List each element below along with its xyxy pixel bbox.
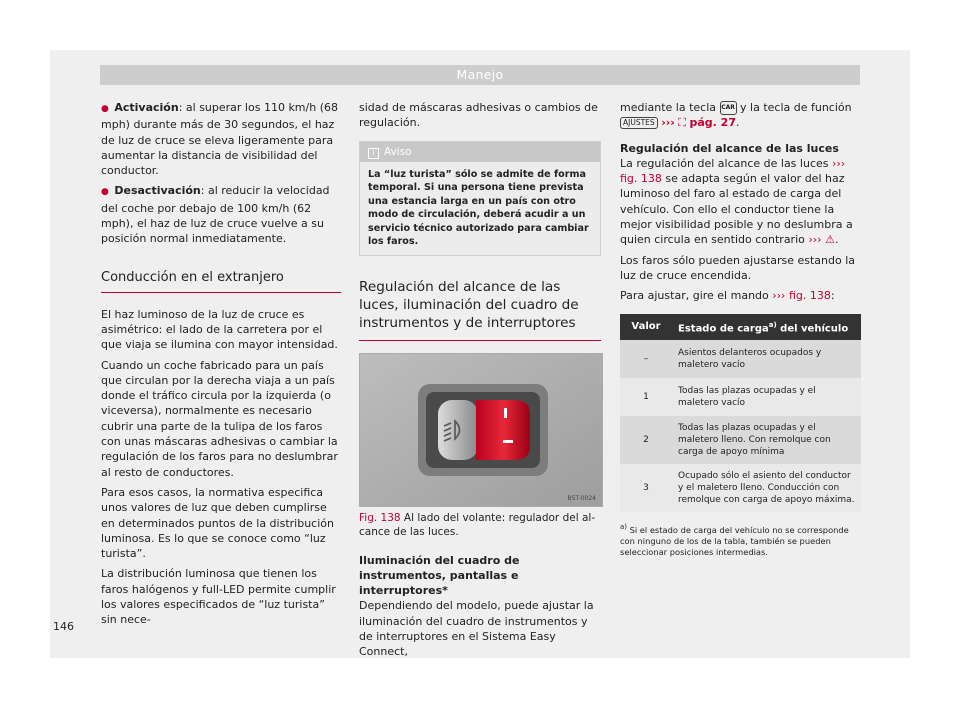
figure-ref-link[interactable]: fig. 138 [620,172,662,186]
aviso-title: Aviso [384,145,412,158]
paragraph: mediante la tecla CAR y la tecla de función AJUSTES ››› ⛶ pág. 27. [620,101,852,130]
bullet-desactivacion [101,183,341,246]
cell-desc: Asientos delanteros ocupados y maletero vacío [672,340,861,378]
light-regulator-illustration [360,354,602,506]
bullet-label: Desactivación [114,184,201,198]
table-row [620,416,861,464]
table-row [620,464,861,512]
table-row [620,378,861,416]
footnote-mark: a) [768,320,777,329]
header-text: del vehículo [776,322,849,334]
figure-label: Fig. 138 [359,511,401,524]
footnote-text: Si el estado de carga del vehículo no se corresponde con ninguno de los de la tabla, también se pueden seleccionar posiciones intermedias. [620,524,849,557]
footnote-mark: a) [620,522,627,531]
warning-icon: ⚠ [825,233,835,247]
page-ref-link[interactable]: pág. 27 [689,116,736,130]
text: se adapta según el valor del haz luminoso del faro al estado de carga del vehículo. Con ello el conductor tiene la mejor visibilidad posible y no deslumbra a quien circula en sentido contrario [620,172,853,247]
bullet-text: : al reducir la velocidad del coche por debajo de 100 km/h (62 mph), el haz de luz de cruce vuelve a su posición normal inmediatamente. [101,184,330,246]
load-state-table [620,314,861,512]
paragraph: La regulación del alcance de las luces ››› fig. 138 se adapta según el valor del haz luminoso del faro al estado de carga del vehículo. Con ello el conductor tiene la mejor visibilidad posible y no deslumbra a quien circula en sentido contrario ››› ⚠. [620,156,853,247]
cell-value: 3 [620,464,672,512]
paragraph: El haz luminoso de la luz de cruce es asimétrico: el lado de la carretera por el que viaja se ilumina con mayor intensidad. [101,307,338,352]
column-2 [359,100,601,665]
footnote [620,522,861,558]
subheading: Regulación del alcance de las luces [620,141,839,155]
arrows: ››› [808,233,822,247]
figure-code: B5T-0024 [567,494,596,502]
page-header: Manejo [100,65,860,85]
column-3 [620,100,861,558]
section-heading: Regulación del alcance de las luces, iluminación del cuadro de instrumentos y de interruptores [359,278,601,341]
arrows: ››› [661,116,675,130]
bullet-icon: ● [101,104,109,114]
bullet-text: : al superar los 110 km/h (68 mph) durante más de 30 segundos, el haz de luz de cruce se eleva ligeramente para aumentar la distancia de visibilidad del conductor. [101,101,338,178]
cell-desc: Ocupado sólo el asiento del conductor y el maletero lleno. Conducción con remolque con carga de apoyo máxima. [672,464,861,512]
ajustes-key: AJUSTES [620,117,658,129]
paragraph: Dependiendo del modelo, puede ajustar la iluminación del cuadro de instrumentos y de interruptores en el Sistema Easy Connect, [359,599,594,659]
aviso-header [360,142,600,162]
info-icon: i [368,148,379,159]
subheading: Iluminación del cuadro de instrumentos, pantallas e interruptores* [359,553,520,598]
column-header-valor: Valor [620,314,672,340]
paragraph: Para esos casos, la normativa especifica unos valores de luz que deben cumplirse en determinados puntos de la distribución luminosa. Es lo que se conoce como “luz turista”. [101,485,334,561]
column-header-estado [672,314,861,340]
figure-light-regulator [359,353,603,507]
cell-value: – [620,340,672,378]
aviso-text: La “luz turista” sólo se admite de forma temporal. Si una persona tiene prevista una estancia larga en un país con otro modo de circulación, deberá acudir a un servicio técnico autorizado para cambiar los faros. [368,168,589,248]
paragraph: La distribución luminosa que tienen los faros halógenos y full-LED permite cumplir los valores especificados de “luz turista” sin nece- [101,567,336,627]
arrows: ››› [772,289,786,303]
table-row [620,340,861,378]
page-number: 146 [53,620,74,633]
figure-ref-link[interactable]: fig. 138 [788,289,831,303]
header-text: Estado de carga [678,322,769,334]
text: Para ajustar, gire el mando [620,289,773,303]
cell-value: 1 [620,378,672,416]
figure-caption-text: Al lado del volante: regulador del alcance de las luces. [359,511,596,538]
paragraph: sidad de máscaras adhesivas o cambios de regulación. [359,101,598,130]
page-ref-icon: ⛶ [678,116,686,130]
bullet-icon: ● [101,187,109,198]
aviso-box [359,141,601,256]
paragraph: Los faros sólo pueden ajustarse estando la luz de cruce encendida. [620,253,856,282]
car-key-icon: CAR [720,101,737,115]
arrows: ››› [831,156,846,170]
text: mediante la tecla [620,101,720,114]
table-header-row [620,314,861,340]
paragraph: Para ajustar, gire el mando ››› fig. 138: [620,289,835,303]
cell-desc: Todas las plazas ocupadas y el maletero lleno. Con remolque con carga de apoyo mínima [672,416,861,464]
cell-desc: Todas las plazas ocupadas y el maletero vacío [672,378,861,416]
column-1 [101,100,341,633]
paragraph: Cuando un coche fabricado para un país que circulan por la derecha viaja a un país donde el tráfico circula por la izquierda (o viceversa), normalmente es necesario cubrir una parte de la tulipa de los faros con unas máscaras adhesivas o cambiar la regulación de los faros para no deslumbrar al resto de conductores. [101,358,338,479]
section-heading: Conducción en el extranjero [101,269,341,293]
bullet-activacion [101,100,341,178]
text: La regulación del alcance de las luces [620,156,832,170]
figure-caption [359,511,601,539]
text: y la tecla de función [736,101,852,114]
bullet-label: Activación [114,101,179,114]
cell-value: 2 [620,416,672,464]
